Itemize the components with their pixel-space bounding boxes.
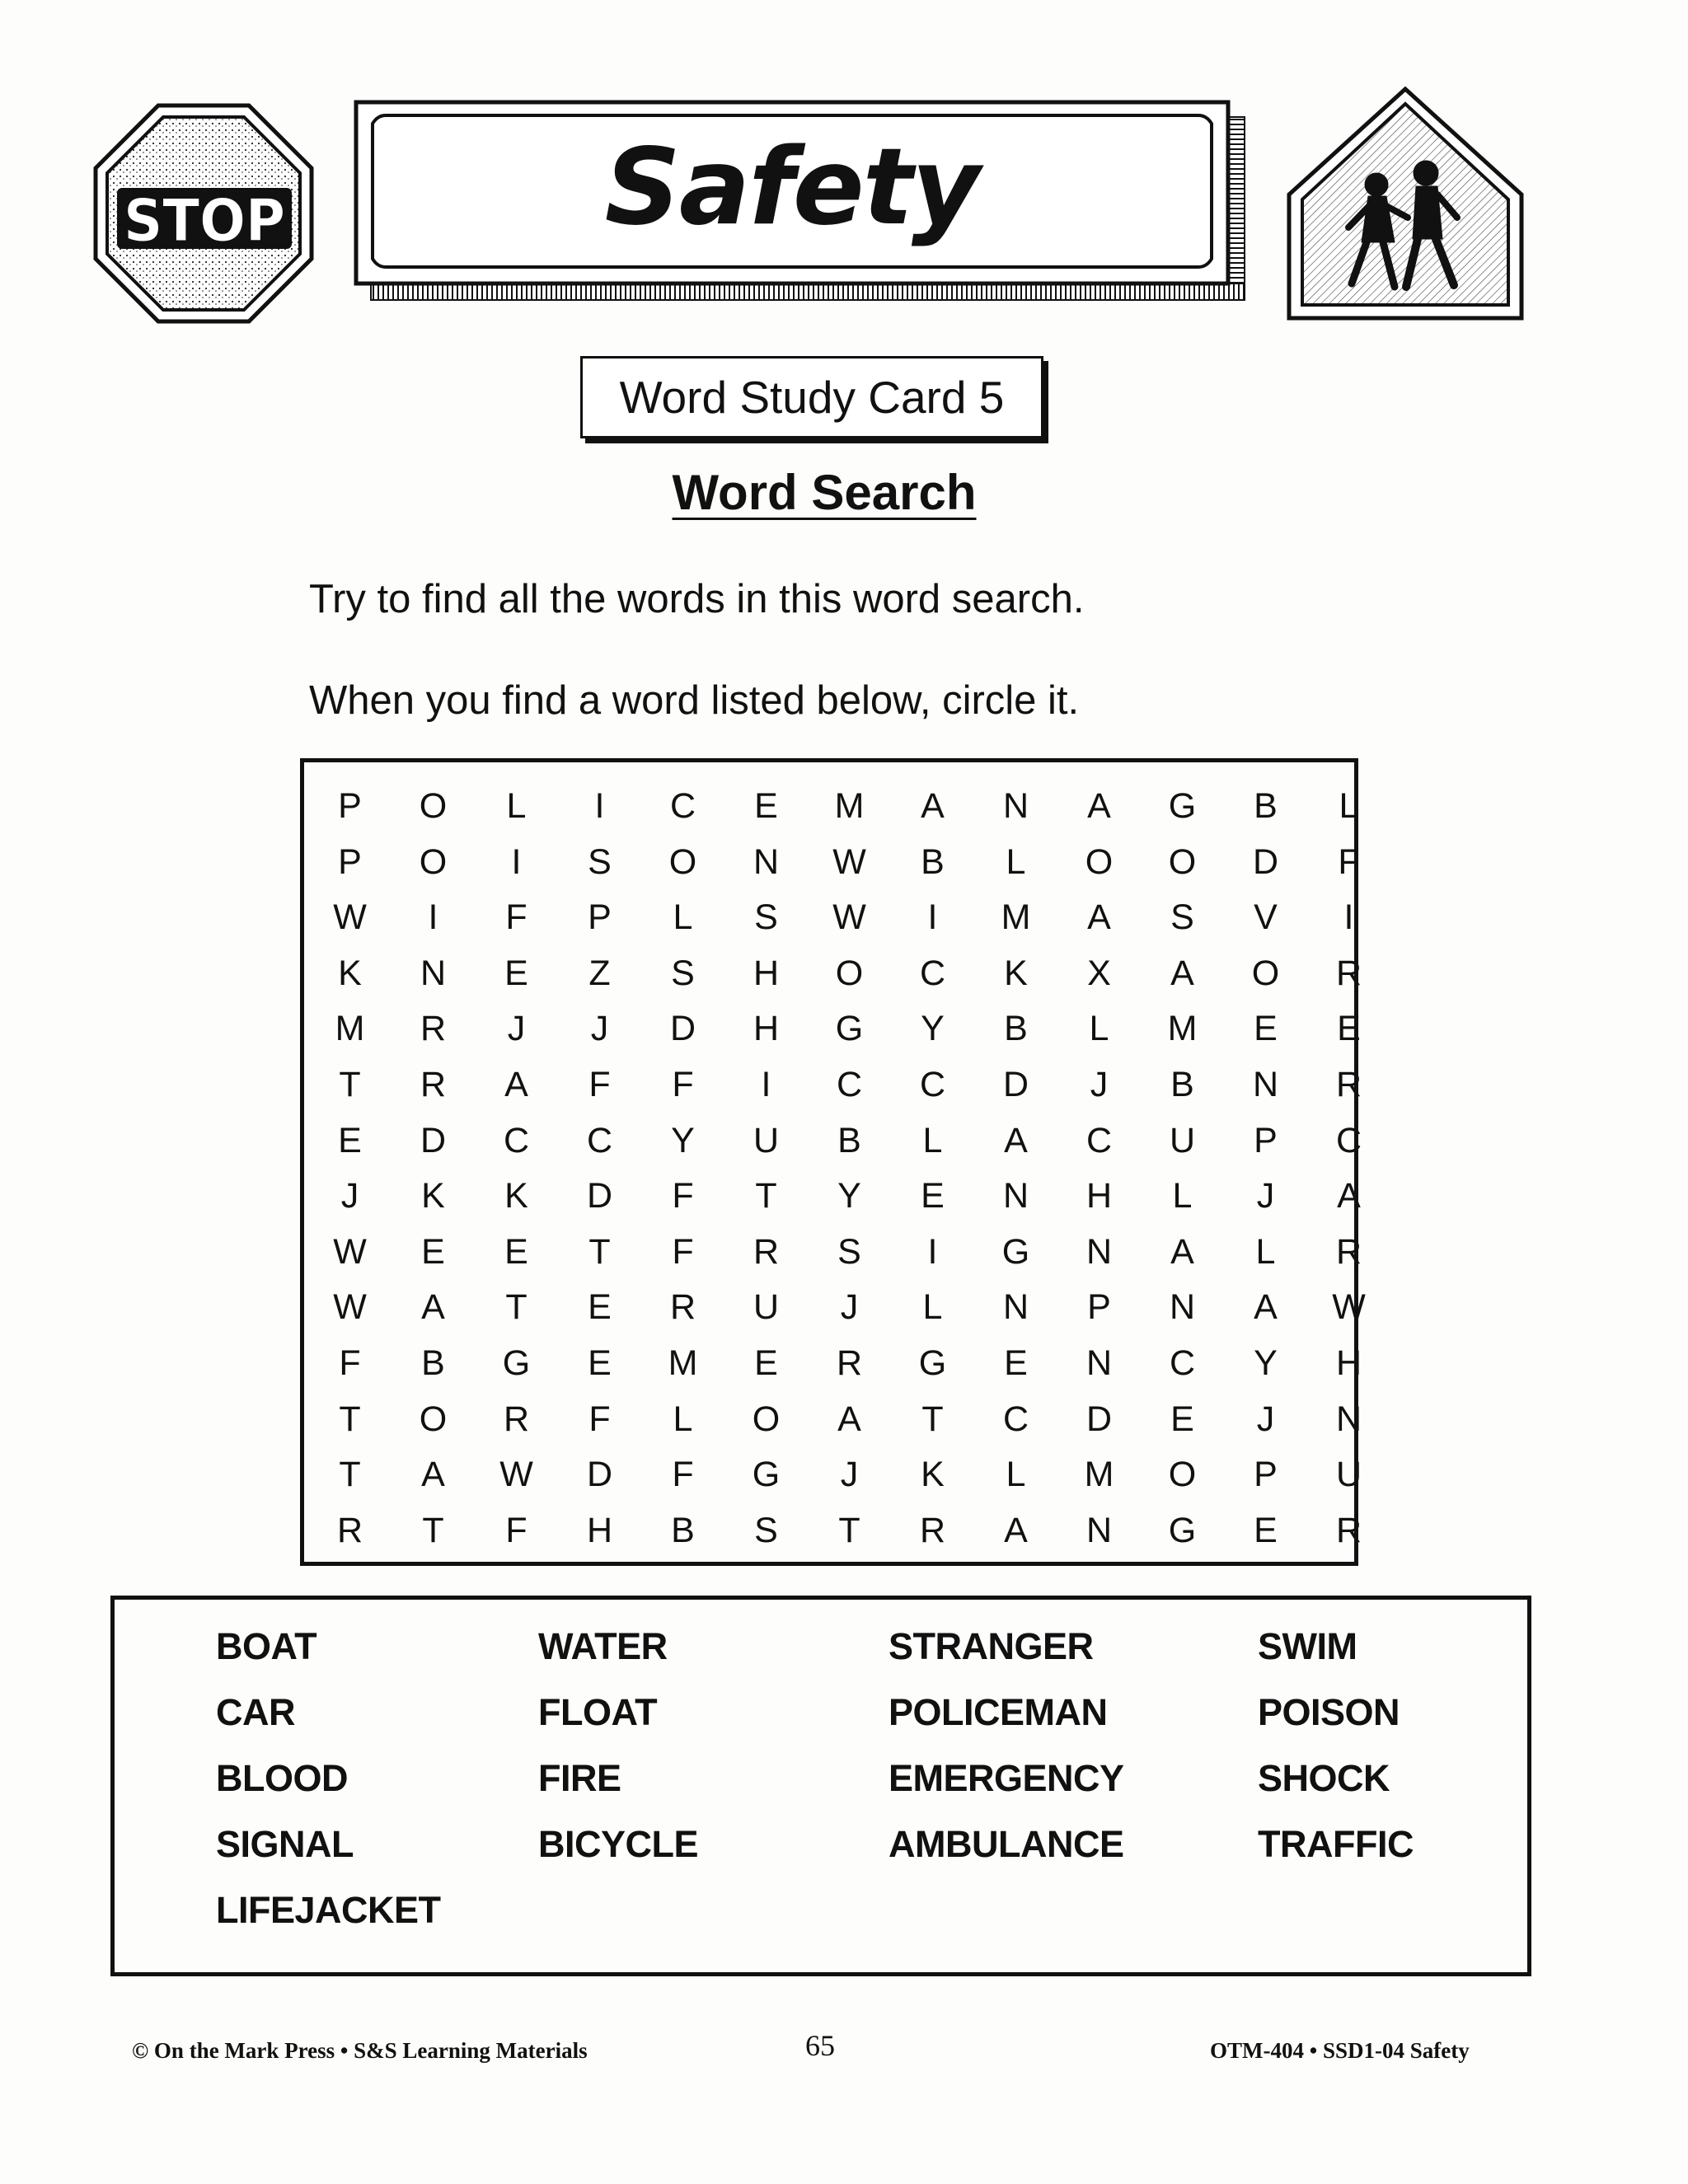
grid-letter[interactable]: F: [1338, 841, 1360, 882]
grid-letter[interactable]: R: [919, 1510, 946, 1550]
grid-letter[interactable]: S: [588, 841, 612, 882]
grid-letter[interactable]: G: [1168, 1510, 1197, 1550]
grid-letter[interactable]: O: [419, 1399, 448, 1439]
section-subtitle: Word Search: [672, 465, 977, 520]
word-list-item: SHOCK: [1258, 1757, 1390, 1799]
grid-letter[interactable]: E: [921, 1176, 945, 1216]
grid-letter[interactable]: E: [338, 1120, 362, 1160]
grid-letter[interactable]: A: [1087, 898, 1111, 938]
grid-letter[interactable]: Y: [837, 1176, 861, 1216]
word-list-item: SIGNAL: [216, 1823, 354, 1865]
grid-letter[interactable]: C: [503, 1120, 530, 1160]
grid-letter[interactable]: W: [333, 1231, 367, 1272]
grid-letter[interactable]: L: [922, 1287, 943, 1328]
grid-letter[interactable]: E: [1337, 1009, 1361, 1049]
grid-letter[interactable]: I: [927, 898, 938, 938]
grid-letter[interactable]: N: [1002, 1176, 1029, 1216]
page-title: Safety: [604, 126, 979, 249]
grid-letter[interactable]: T: [838, 1510, 860, 1550]
grid-letter[interactable]: G: [835, 1009, 864, 1049]
grid-letter[interactable]: N: [1085, 1510, 1113, 1550]
grid-letter[interactable]: I: [1343, 898, 1354, 938]
grid-letter[interactable]: F: [588, 1064, 611, 1104]
grid-letter[interactable]: E: [754, 786, 778, 826]
page-number: 65: [805, 2029, 835, 2062]
grid-letter[interactable]: R: [336, 1510, 363, 1550]
grid-letter[interactable]: E: [1254, 1510, 1278, 1550]
grid-letter[interactable]: T: [339, 1064, 361, 1104]
grid-letter[interactable]: N: [1085, 1231, 1113, 1272]
word-list-item: WATER: [538, 1625, 668, 1667]
grid-letter[interactable]: V: [1254, 898, 1278, 938]
grid-letter[interactable]: P: [1087, 1287, 1111, 1328]
grid-letter[interactable]: R: [669, 1287, 696, 1328]
grid-letter[interactable]: W: [499, 1455, 533, 1495]
word-list-item: STRANGER: [889, 1625, 1094, 1667]
grid-letter[interactable]: H: [1085, 1176, 1113, 1216]
word-list-item: TRAFFIC: [1258, 1823, 1414, 1865]
grid-letter[interactable]: A: [504, 1064, 528, 1104]
grid-letter[interactable]: U: [753, 1120, 780, 1160]
grid-letter[interactable]: M: [1001, 898, 1031, 938]
grid-letter[interactable]: E: [588, 1343, 612, 1383]
grid-letter[interactable]: J: [1090, 1064, 1109, 1104]
grid-letter[interactable]: R: [1335, 1510, 1362, 1550]
footer-product-code: OTM-404 • SSD1-04 Safety: [1210, 2038, 1470, 2063]
grid-letter[interactable]: F: [505, 1510, 528, 1550]
word-list-item: SWIM: [1258, 1625, 1357, 1667]
grid-letter[interactable]: N: [1252, 1064, 1279, 1104]
grid-letter[interactable]: I: [594, 786, 605, 826]
grid-letter[interactable]: T: [422, 1510, 444, 1550]
grid-letter[interactable]: I: [428, 898, 438, 938]
grid-letter[interactable]: F: [672, 1455, 694, 1495]
grid-letter[interactable]: L: [1339, 786, 1359, 826]
grid-letter[interactable]: B: [421, 1343, 445, 1383]
grid-letter[interactable]: O: [1168, 841, 1197, 882]
word-list-item: BICYCLE: [538, 1823, 699, 1865]
word-list-item: EMERGENCY: [889, 1757, 1124, 1799]
grid-letter[interactable]: L: [673, 1399, 693, 1439]
grid-letter[interactable]: W: [1332, 1287, 1366, 1328]
grid-letter[interactable]: O: [1168, 1455, 1197, 1495]
word-list-item: FLOAT: [538, 1691, 658, 1733]
grid-letter[interactable]: W: [832, 841, 866, 882]
grid-letter[interactable]: C: [919, 953, 946, 993]
grid-letter[interactable]: R: [1335, 1231, 1362, 1272]
grid-letter[interactable]: C: [1002, 1399, 1029, 1439]
grid-letter[interactable]: B: [1254, 786, 1278, 826]
grid-letter[interactable]: E: [588, 1287, 612, 1328]
grid-letter[interactable]: X: [1087, 953, 1111, 993]
grid-letter[interactable]: J: [590, 1009, 609, 1049]
grid-letter[interactable]: A: [1170, 953, 1194, 993]
stop-sign-text: STOP: [124, 187, 285, 255]
grid-letter[interactable]: L: [1172, 1176, 1193, 1216]
grid-letter[interactable]: J: [340, 1176, 359, 1216]
grid-letter[interactable]: G: [1168, 786, 1197, 826]
grid-letter[interactable]: P: [1254, 1120, 1278, 1160]
word-list-item: LIFEJACKET: [216, 1889, 441, 1931]
grid-letter[interactable]: A: [1004, 1120, 1028, 1160]
grid-letter[interactable]: A: [1254, 1287, 1278, 1328]
grid-letter[interactable]: G: [752, 1455, 781, 1495]
grid-letter[interactable]: O: [1085, 841, 1114, 882]
grid-letter[interactable]: A: [837, 1399, 861, 1439]
grid-letter[interactable]: A: [421, 1287, 445, 1328]
grid-letter[interactable]: U: [1169, 1120, 1196, 1160]
word-list-item: POLICEMAN: [889, 1691, 1108, 1733]
grid-letter[interactable]: O: [668, 841, 697, 882]
grid-letter[interactable]: A: [421, 1455, 445, 1495]
grid-letter[interactable]: P: [338, 841, 362, 882]
grid-letter[interactable]: J: [840, 1455, 859, 1495]
grid-letter[interactable]: G: [1001, 1231, 1030, 1272]
grid-letter[interactable]: K: [338, 953, 362, 993]
grid-letter[interactable]: O: [419, 841, 448, 882]
grid-letter[interactable]: J: [1256, 1399, 1275, 1439]
grid-letter[interactable]: T: [505, 1287, 528, 1328]
grid-letter[interactable]: Y: [671, 1120, 695, 1160]
grid-letter[interactable]: F: [505, 898, 528, 938]
instruction-text: When you find a word listed below, circle it.: [309, 678, 1080, 723]
grid-letter[interactable]: C: [669, 786, 696, 826]
grid-letter[interactable]: M: [668, 1343, 698, 1383]
card-label: Word Study Card 5: [619, 372, 1005, 423]
grid-letter[interactable]: W: [832, 898, 866, 938]
grid-letter[interactable]: C: [1085, 1120, 1113, 1160]
grid-letter[interactable]: K: [421, 1176, 445, 1216]
grid-letter[interactable]: E: [1170, 1399, 1194, 1439]
grid-letter[interactable]: F: [672, 1231, 694, 1272]
grid-letter[interactable]: C: [1335, 1120, 1362, 1160]
grid-letter[interactable]: P: [1254, 1455, 1278, 1495]
grid-letter[interactable]: S: [837, 1231, 861, 1272]
grid-letter[interactable]: N: [1169, 1287, 1196, 1328]
grid-letter[interactable]: A: [1087, 786, 1111, 826]
grid-letter[interactable]: H: [753, 953, 780, 993]
grid-letter[interactable]: P: [588, 898, 612, 938]
grid-letter[interactable]: I: [511, 841, 522, 882]
grid-letter[interactable]: L: [1006, 841, 1026, 882]
grid-letter[interactable]: I: [761, 1064, 771, 1104]
grid-letter[interactable]: L: [1006, 1455, 1026, 1495]
grid-letter[interactable]: G: [502, 1343, 531, 1383]
grid-letter[interactable]: W: [333, 898, 367, 938]
grid-letter[interactable]: M: [834, 786, 865, 826]
grid-letter[interactable]: T: [339, 1455, 361, 1495]
instruction-text: Try to find all the words in this word search.: [309, 577, 1085, 621]
grid-letter[interactable]: N: [1002, 1287, 1029, 1328]
grid-letter[interactable]: I: [927, 1231, 938, 1272]
word-list-item: BLOOD: [216, 1757, 348, 1799]
grid-letter[interactable]: U: [753, 1287, 780, 1328]
grid-letter[interactable]: A: [1170, 1231, 1194, 1272]
grid-letter[interactable]: Y: [921, 1009, 945, 1049]
grid-letter[interactable]: A: [1004, 1510, 1028, 1550]
stop-sign-icon: [92, 102, 315, 325]
grid-letter[interactable]: E: [421, 1231, 445, 1272]
grid-letter[interactable]: E: [504, 1231, 528, 1272]
grid-letter[interactable]: H: [1335, 1343, 1362, 1383]
word-list-item: BOAT: [216, 1625, 317, 1667]
grid-letter[interactable]: R: [1335, 953, 1362, 993]
grid-letter[interactable]: O: [835, 953, 864, 993]
grid-letter[interactable]: B: [1004, 1009, 1028, 1049]
grid-letter[interactable]: S: [754, 1510, 778, 1550]
grid-letter[interactable]: N: [420, 953, 447, 993]
grid-letter[interactable]: J: [507, 1009, 526, 1049]
grid-letter[interactable]: R: [836, 1343, 863, 1383]
grid-letter[interactable]: L: [922, 1120, 943, 1160]
grid-letter[interactable]: O: [1251, 953, 1280, 993]
grid-letter[interactable]: P: [338, 786, 362, 826]
grid-letter[interactable]: B: [921, 841, 945, 882]
grid-letter[interactable]: O: [419, 786, 448, 826]
grid-letter[interactable]: N: [1002, 786, 1029, 826]
grid-letter[interactable]: D: [586, 1176, 613, 1216]
grid-letter[interactable]: F: [339, 1343, 361, 1383]
grid-letter[interactable]: B: [837, 1120, 861, 1160]
grid-letter[interactable]: D: [669, 1009, 696, 1049]
grid-letter[interactable]: D: [1085, 1399, 1113, 1439]
grid-letter[interactable]: W: [333, 1287, 367, 1328]
grid-letter[interactable]: Y: [1254, 1343, 1278, 1383]
grid-letter[interactable]: J: [1256, 1176, 1275, 1216]
grid-letter[interactable]: C: [586, 1120, 613, 1160]
grid-letter[interactable]: J: [840, 1287, 859, 1328]
grid-letter[interactable]: R: [753, 1231, 780, 1272]
grid-letter[interactable]: R: [503, 1399, 530, 1439]
grid-letter[interactable]: E: [1254, 1009, 1278, 1049]
grid-letter[interactable]: F: [672, 1064, 694, 1104]
grid-letter[interactable]: F: [672, 1176, 694, 1216]
grid-letter[interactable]: D: [420, 1120, 447, 1160]
grid-letter[interactable]: S: [754, 898, 778, 938]
grid-letter[interactable]: T: [921, 1399, 944, 1439]
grid-letter[interactable]: S: [1170, 898, 1194, 938]
grid-letter[interactable]: C: [919, 1064, 946, 1104]
grid-letter[interactable]: R: [420, 1064, 447, 1104]
grid-letter[interactable]: L: [1089, 1009, 1109, 1049]
grid-letter[interactable]: T: [755, 1176, 777, 1216]
grid-letter[interactable]: K: [921, 1455, 945, 1495]
grid-letter[interactable]: Z: [588, 953, 611, 993]
grid-letter[interactable]: B: [671, 1510, 695, 1550]
word-search-grid[interactable]: [304, 779, 1366, 1558]
grid-letter[interactable]: N: [1335, 1399, 1362, 1439]
grid-letter[interactable]: F: [588, 1399, 611, 1439]
word-list-item: POISON: [1258, 1691, 1400, 1733]
grid-letter[interactable]: T: [339, 1399, 361, 1439]
grid-letter[interactable]: K: [1004, 953, 1028, 993]
grid-letter[interactable]: N: [753, 841, 780, 882]
grid-letter[interactable]: S: [671, 953, 695, 993]
grid-letter[interactable]: G: [918, 1343, 947, 1383]
grid-letter[interactable]: K: [504, 1176, 528, 1216]
grid-letter[interactable]: E: [504, 953, 528, 993]
word-list-item: CAR: [216, 1691, 295, 1733]
grid-letter[interactable]: B: [1170, 1064, 1194, 1104]
grid-letter[interactable]: C: [1169, 1343, 1196, 1383]
word-list-item: AMBULANCE: [889, 1823, 1124, 1865]
grid-letter[interactable]: A: [921, 786, 945, 826]
grid-letter[interactable]: O: [752, 1399, 781, 1439]
footer-copyright: © On the Mark Press • S&S Learning Materials: [132, 2038, 588, 2063]
school-crossing-sign-icon: [1286, 86, 1525, 321]
grid-letter[interactable]: H: [753, 1009, 780, 1049]
grid-letter[interactable]: D: [1252, 841, 1279, 882]
grid-letter[interactable]: C: [836, 1064, 863, 1104]
grid-letter[interactable]: L: [506, 786, 527, 826]
grid-letter[interactable]: H: [586, 1510, 613, 1550]
grid-letter[interactable]: M: [1084, 1455, 1114, 1495]
grid-letter[interactable]: L: [1255, 1231, 1276, 1272]
grid-letter[interactable]: N: [1085, 1343, 1113, 1383]
grid-letter[interactable]: M: [1167, 1009, 1198, 1049]
grid-letter[interactable]: D: [586, 1455, 613, 1495]
grid-letter[interactable]: R: [1335, 1064, 1362, 1104]
grid-letter[interactable]: U: [1335, 1455, 1362, 1495]
grid-letter[interactable]: A: [1337, 1176, 1361, 1216]
grid-letter[interactable]: M: [335, 1009, 365, 1049]
grid-letter[interactable]: R: [420, 1009, 447, 1049]
word-list-item: FIRE: [538, 1757, 621, 1799]
grid-letter[interactable]: E: [754, 1343, 778, 1383]
grid-letter[interactable]: E: [1004, 1343, 1028, 1383]
grid-letter[interactable]: D: [1002, 1064, 1029, 1104]
grid-letter[interactable]: L: [673, 898, 693, 938]
grid-letter[interactable]: T: [588, 1231, 611, 1272]
